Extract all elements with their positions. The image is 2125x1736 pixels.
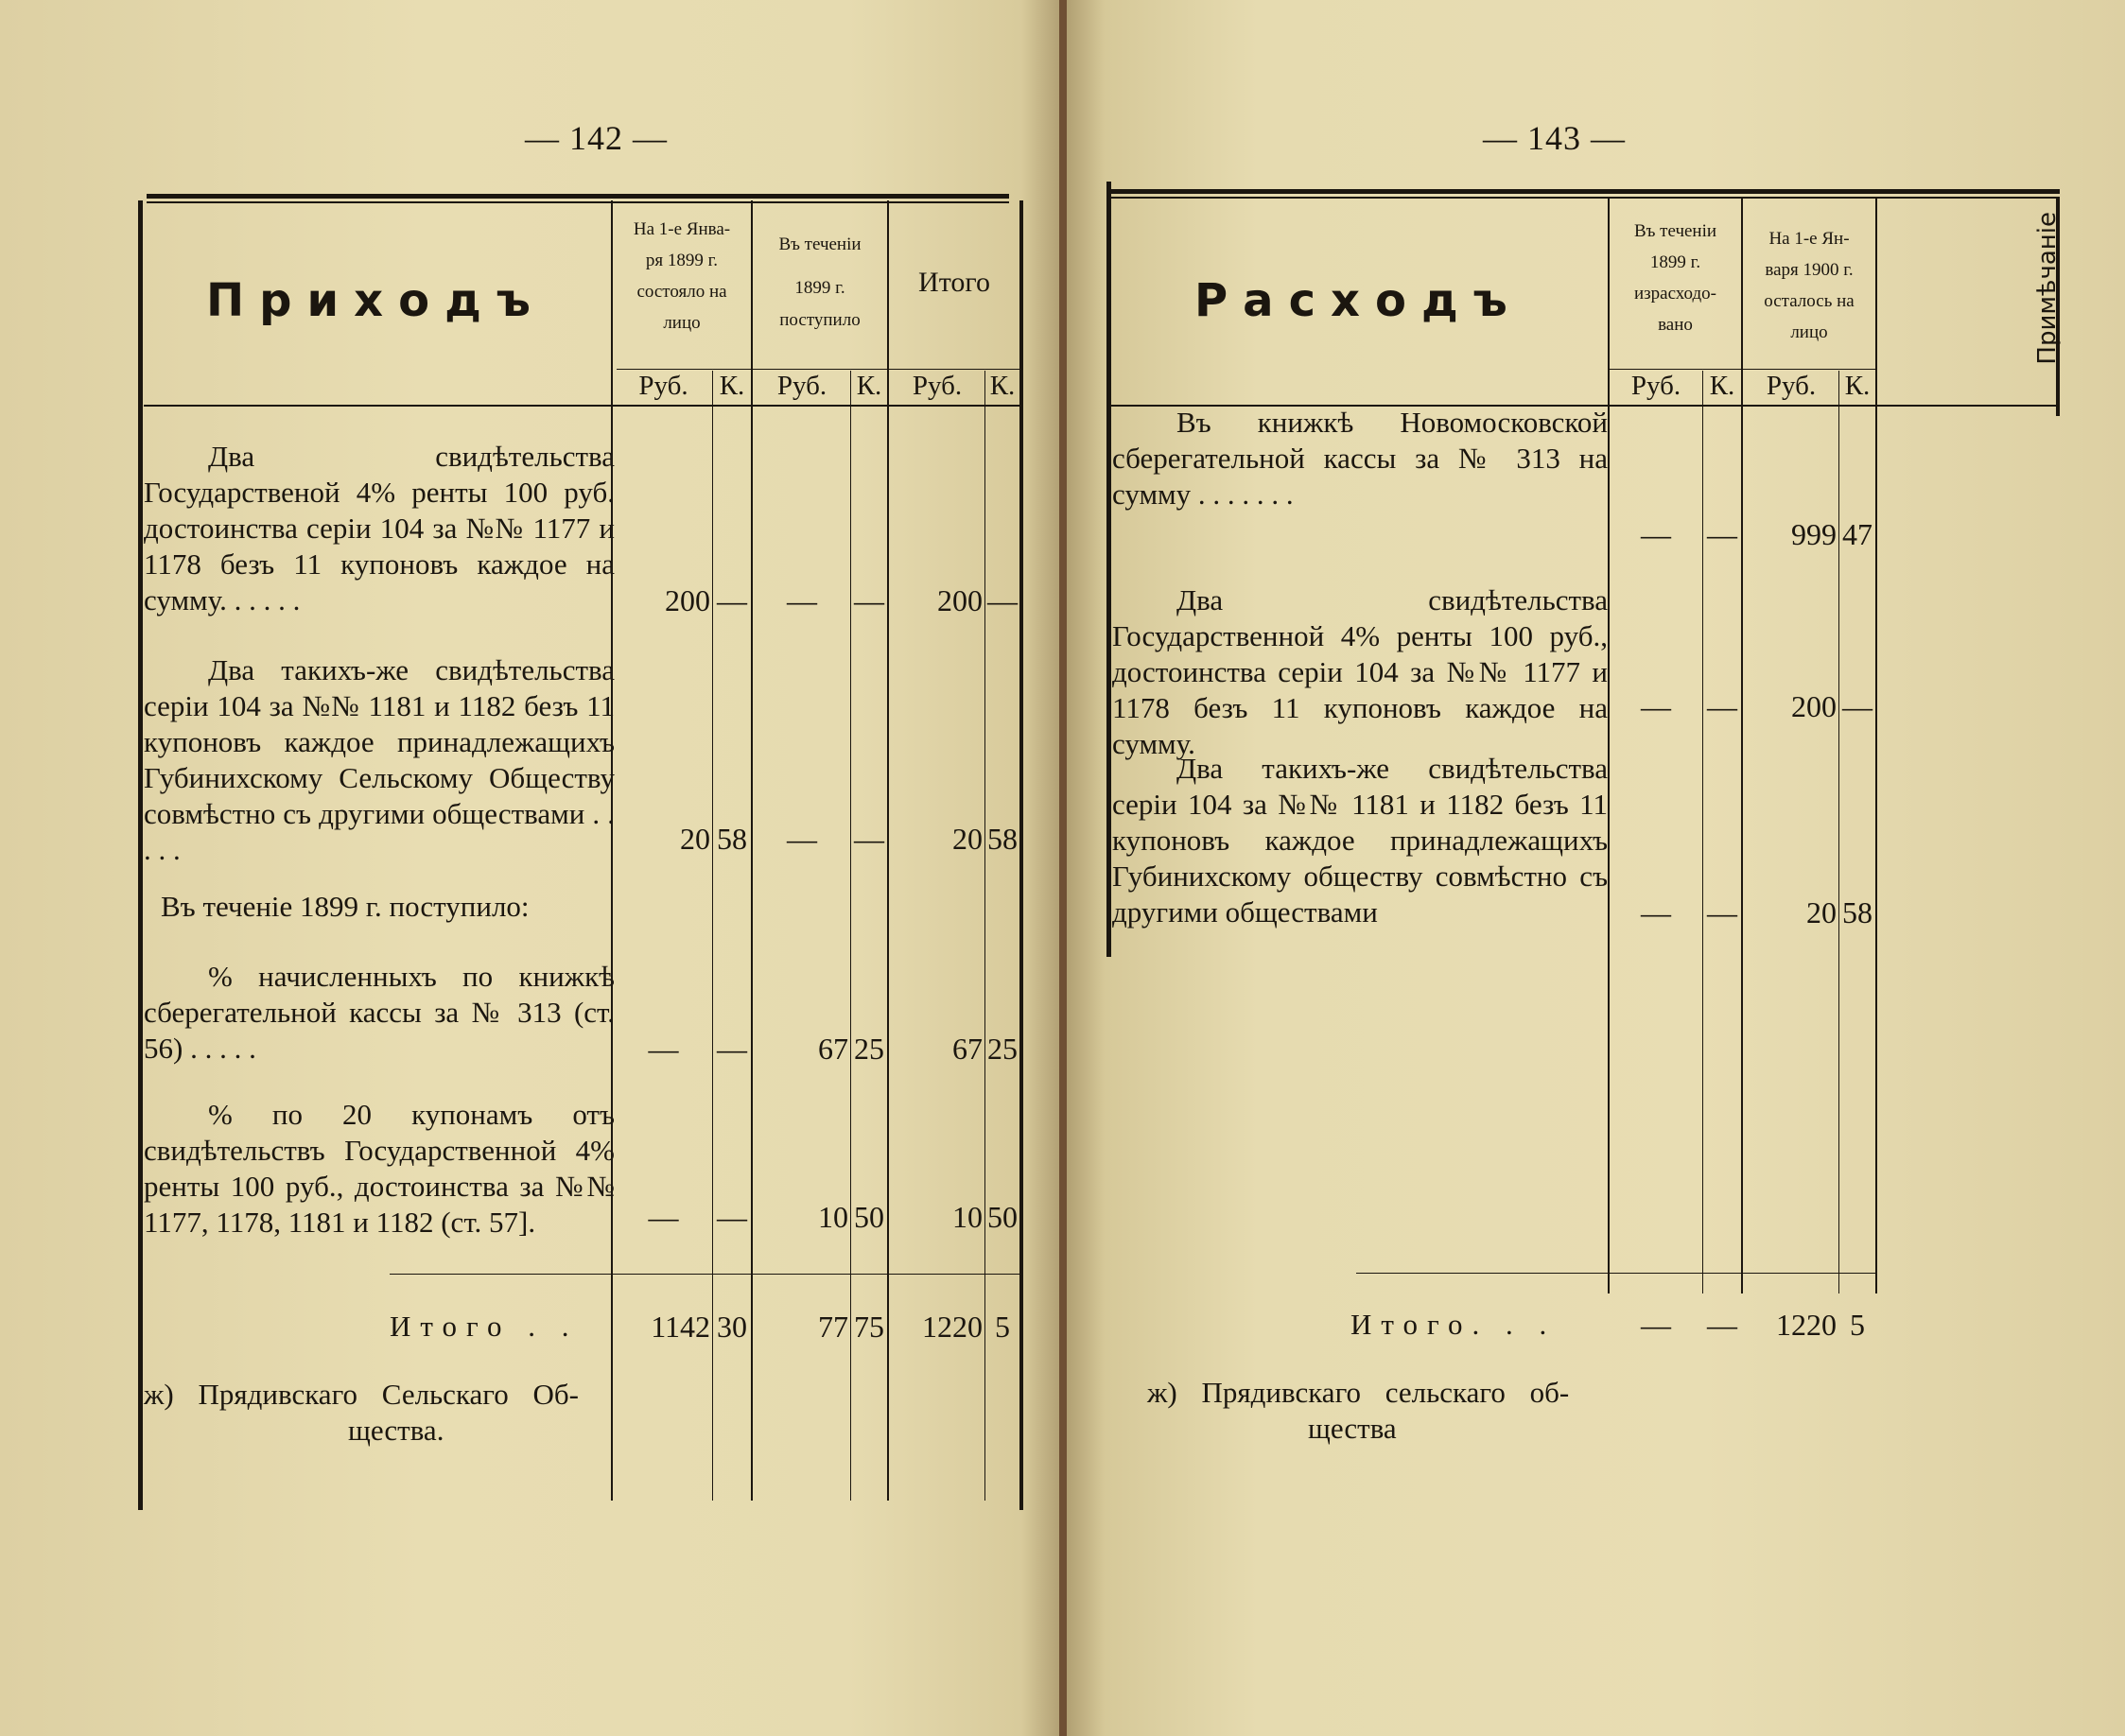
unit-kop: К. [989, 371, 1016, 401]
amount-cell: 58 [1842, 895, 1872, 929]
entry-text: % по 20 купонамъ отъ свидѣтельствъ Государственной 4% ренты 100 руб., достоинства за №№ 1177, 1178, 1181 и 1182 (ст. 57]. [144, 1098, 615, 1239]
header-line: Въ теченіи [778, 234, 862, 254]
header-bottom-rule [144, 405, 1019, 407]
col-divider [1741, 197, 1743, 1293]
header-line: ря 1899 г. [645, 251, 719, 270]
section-subheading: Въ теченіе 1899 г. поступило: [161, 890, 530, 923]
spine-shadow [1067, 0, 1105, 1736]
table-top-rule [147, 194, 1009, 199]
total-cell: 75 [854, 1310, 884, 1344]
unit-row-rule [1610, 369, 1877, 370]
table-left-border [138, 200, 143, 1510]
total-label: Итого. . . [1350, 1308, 1557, 1341]
amount-cell: 10 [818, 1200, 848, 1234]
total-cell: 1142 [651, 1310, 710, 1344]
entry-description [1112, 751, 1608, 930]
amount-cell: 50 [854, 1200, 884, 1234]
header-line: поступило [779, 310, 861, 330]
amount-cell: 47 [1842, 517, 1872, 551]
col-header-end-balance [1743, 223, 1875, 348]
col-divider [1875, 197, 1877, 1293]
unit-kop: К. [1844, 371, 1871, 401]
table-left-border [1106, 182, 1111, 957]
unit-kop: К. [856, 371, 882, 401]
entry-description [144, 959, 615, 1067]
unit-kop: К. [1709, 371, 1735, 401]
unit-rub: Руб. [1630, 371, 1681, 401]
header-line: На 1-е Ян- [1768, 229, 1850, 249]
header-divider [1109, 197, 2060, 199]
kop-divider [1702, 371, 1703, 1293]
entry-description [144, 652, 615, 868]
header-line: состояло на [636, 282, 727, 302]
unit-row-rule [617, 369, 1019, 370]
col-divider [1608, 197, 1610, 1293]
amount-cell: — [648, 1200, 679, 1234]
amount-cell: 67 [952, 1032, 983, 1066]
amount-cell: 200 [937, 583, 983, 617]
amount-cell: — [1707, 517, 1737, 551]
amount-cell: 58 [717, 822, 747, 856]
amount-cell: — [1707, 689, 1737, 723]
amount-cell: 200 [1791, 689, 1837, 723]
col-header-total: Итого [918, 267, 990, 298]
table-right-border [1019, 200, 1023, 1510]
unit-kop: К. [719, 371, 745, 401]
total-cell: — [1641, 1308, 1671, 1342]
col-header-received [753, 223, 887, 331]
col-header-spent [1610, 216, 1741, 340]
page-number: — 143 — [1483, 119, 1626, 157]
entry-text: Два такихъ-же свидѣтельства серіи 104 за №№ 1181 и 1182 безъ 11 купоновъ каждое принадлежащихъ Губинихскому Сельскому Обществу совмѣстно съ другими обществами . . . . . [144, 653, 615, 866]
unit-rub: Руб. [1766, 371, 1817, 401]
page-title: Расходъ [1194, 274, 1523, 327]
total-cell: 1220 [1776, 1308, 1837, 1342]
amount-cell: 200 [665, 583, 710, 617]
header-line: 1899 г. [794, 278, 845, 298]
total-rule [390, 1274, 1019, 1275]
spine-shadow [1021, 0, 1059, 1736]
entry-text: Два свидѣтельства Государственой 4% ренты 100 руб. достоинства серіи 104 за №№ 1177 и 1178 безъ 11 купоновъ каждое на сумму. . . . . . [144, 440, 615, 616]
entry-description [1112, 405, 1608, 512]
header-line: лицо [1790, 322, 1828, 342]
right-page [1067, 0, 2125, 1736]
total-cell: 1220 [922, 1310, 983, 1344]
amount-cell: 20 [1806, 895, 1837, 929]
amount-cell: — [987, 583, 1018, 617]
total-cell: — [1707, 1308, 1737, 1342]
unit-rub: Руб. [912, 371, 963, 401]
header-line: 1899 г. [1649, 252, 1701, 272]
header-line: варя 1900 г. [1765, 260, 1854, 280]
amount-cell: — [1842, 689, 1872, 723]
amount-cell: 67 [818, 1032, 848, 1066]
header-line: израсходо- [1633, 284, 1716, 304]
page-number: — 142 — [525, 119, 668, 157]
amount-cell: — [787, 583, 817, 617]
amount-cell: — [1641, 517, 1671, 551]
amount-cell: — [717, 583, 747, 617]
unit-rub: Руб. [776, 371, 827, 401]
amount-cell: — [717, 1200, 747, 1234]
section-footer-line: ж) Прядивскаго Сельскаго Об- [144, 1378, 579, 1411]
entry-description [144, 439, 615, 618]
header-line: На 1-е Янва- [633, 219, 731, 239]
amount-cell: — [854, 822, 884, 856]
section-footer-line: щества [1308, 1412, 1397, 1445]
amount-cell: — [1641, 689, 1671, 723]
amount-cell: 25 [987, 1032, 1018, 1066]
header-line: осталось на [1764, 291, 1855, 311]
total-cell: 5 [1850, 1308, 1865, 1342]
col-header-start-balance [613, 214, 751, 339]
kop-divider [1838, 371, 1839, 1293]
amount-cell: — [717, 1032, 747, 1066]
amount-cell: 999 [1791, 517, 1837, 551]
entry-text: Въ книжкѣ Новомосковской сберегательной кассы за № 313 на сумму . . . . . . . [1112, 406, 1608, 511]
left-page [0, 0, 1059, 1736]
unit-rub: Руб. [638, 371, 688, 401]
amount-cell: — [648, 1032, 679, 1066]
amount-cell: — [1707, 895, 1737, 929]
amount-cell: 10 [952, 1200, 983, 1234]
header-divider [147, 201, 1009, 203]
total-cell: 30 [717, 1310, 747, 1344]
amount-cell: — [854, 583, 884, 617]
table-top-rule [1109, 189, 2060, 194]
entry-description [1112, 582, 1608, 762]
header-line: Въ теченіи [1633, 221, 1717, 241]
header-line: лицо [663, 313, 701, 333]
section-footer-line: ж) Прядивскаго сельскаго об- [1147, 1376, 1570, 1409]
col-divider [887, 200, 889, 1501]
header-line: вано [1658, 315, 1693, 335]
total-label: Итого . . [390, 1310, 579, 1343]
amount-cell: 20 [952, 822, 983, 856]
amount-cell: — [1641, 895, 1671, 929]
col-divider [751, 200, 753, 1501]
entry-text: % начисленныхъ по книжкѣ сберегательной кассы за № 313 (ст. 56) . . . . . [144, 960, 615, 1065]
amount-cell: 58 [987, 822, 1018, 856]
page-title: Приходъ [206, 274, 546, 327]
amount-cell: — [787, 822, 817, 856]
amount-cell: 25 [854, 1032, 884, 1066]
section-footer-line: щества. [348, 1414, 444, 1447]
amount-cell: 20 [680, 822, 710, 856]
entry-text: Два такихъ-же свидѣтельства серіи 104 за №№ 1181 и 1182 безъ 11 купоновъ каждое принадлежащихъ Губинихскому обществу совмѣстно съ другими обществами [1112, 752, 1608, 929]
total-cell: 77 [818, 1310, 848, 1344]
entry-description [144, 1097, 615, 1241]
entry-text: Два свидѣтельства Государственной 4% ренты 100 руб., достоинства серіи 104 за №№ 1177 и 1178 безъ 11 купоновъ каждое на сумму. [1112, 583, 1608, 760]
amount-cell: 50 [987, 1200, 1018, 1234]
col-header-note: Примѣчаніе [2033, 212, 2062, 365]
total-cell: 5 [995, 1310, 1010, 1344]
total-rule [1356, 1273, 1877, 1274]
